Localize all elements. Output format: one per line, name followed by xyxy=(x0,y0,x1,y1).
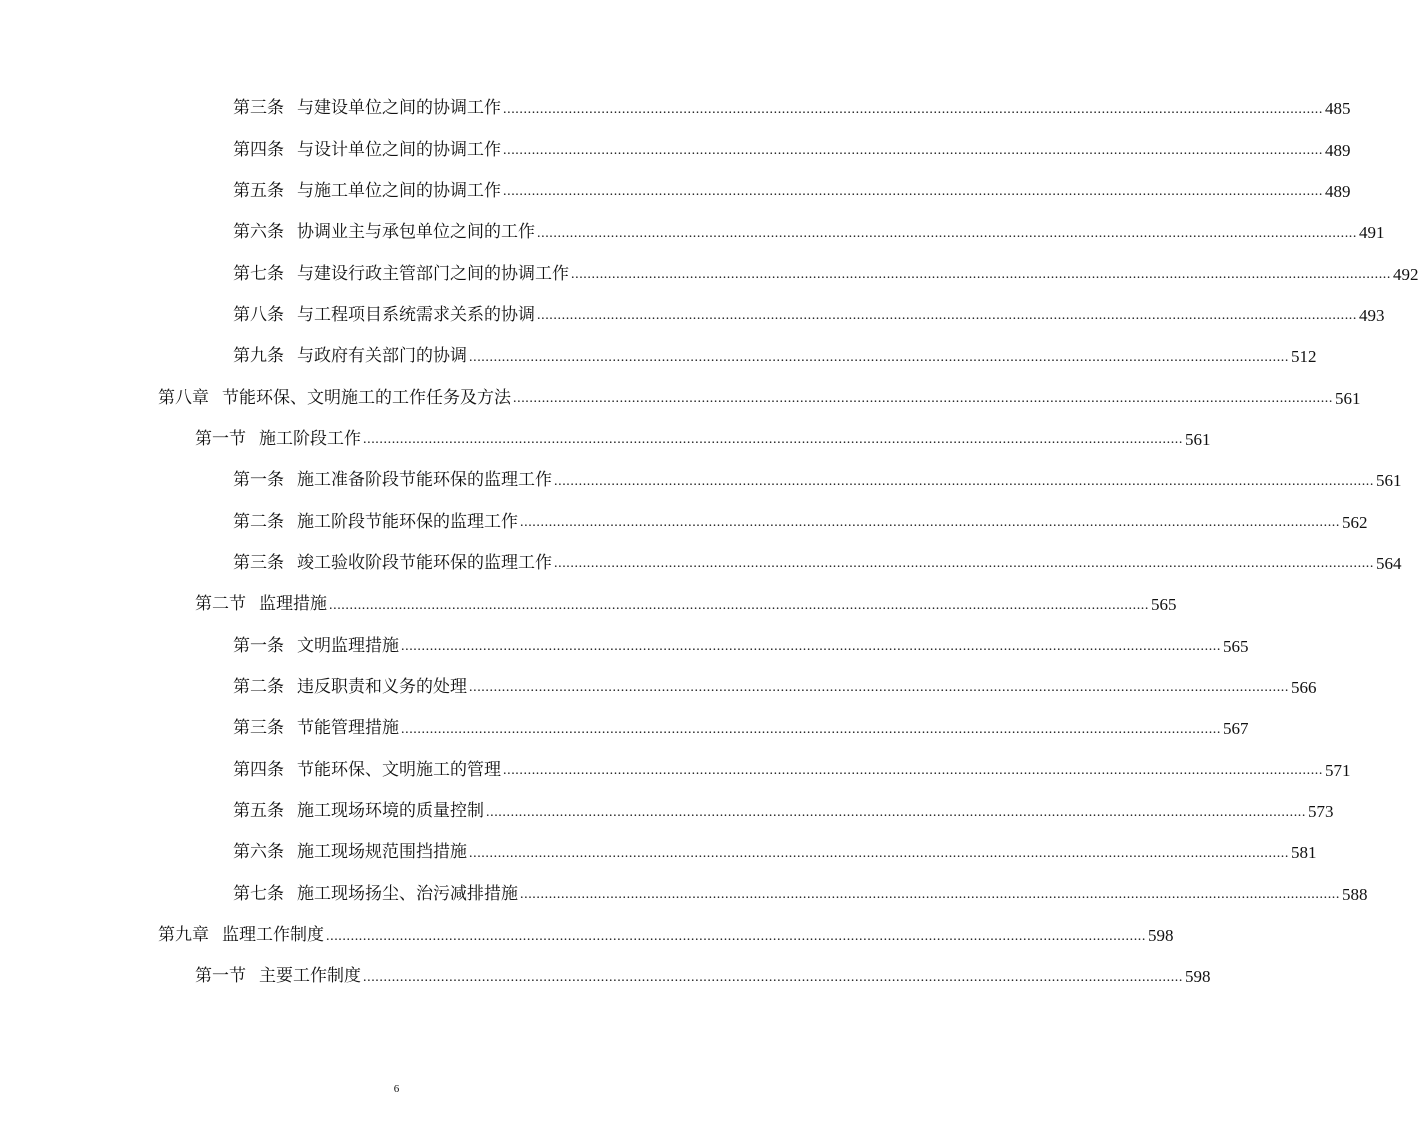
toc-entry-number: 第七条 xyxy=(233,883,284,904)
toc-entry-number: 第三条 xyxy=(233,552,284,573)
toc-article-entry[interactable] xyxy=(0,874,1368,915)
toc-entry-page: 562 xyxy=(1342,512,1368,532)
toc-entry-page: 566 xyxy=(1291,677,1317,697)
toc-chapter-entry[interactable] xyxy=(0,377,1361,418)
toc-entry-title: 施工现场扬尘、治污减排措施 xyxy=(297,883,518,904)
toc-entry-title: 施工阶段工作 xyxy=(259,428,361,449)
toc-entry-number: 第七条 xyxy=(233,263,284,284)
toc-entry-page: 489 xyxy=(1325,140,1351,160)
toc-dot-leader: ........................................................................................................................................................................................................ xyxy=(513,391,1333,407)
toc-entry-page: 564 xyxy=(1376,553,1402,573)
toc-entry-number: 第二条 xyxy=(233,511,284,532)
toc-entry-title: 施工现场规范围挡措施 xyxy=(297,842,467,863)
toc-entry-number: 第六条 xyxy=(233,222,284,243)
toc-entry-page: 561 xyxy=(1335,388,1361,408)
toc-entry-page: 573 xyxy=(1308,802,1334,822)
toc-section-entry[interactable] xyxy=(0,419,1211,460)
toc-entry-title: 与工程项目系统需求关系的协调 xyxy=(297,304,535,325)
toc-entry-title: 施工准备阶段节能环保的监理工作 xyxy=(297,470,552,491)
toc-dot-leader: ........................................................................................................................................................................................................ xyxy=(326,928,1146,944)
toc-entry-page: 489 xyxy=(1325,181,1351,201)
toc-section-entry[interactable] xyxy=(0,584,1177,625)
toc-entry-number: 第一条 xyxy=(233,470,284,491)
toc-entry-title: 与政府有关部门的协调 xyxy=(297,346,467,367)
toc-article-entry[interactable] xyxy=(0,791,1334,832)
toc-entry-title: 施工阶段节能环保的监理工作 xyxy=(297,511,518,532)
table-of-contents xyxy=(0,88,1419,998)
toc-entry-page: 565 xyxy=(1151,595,1177,615)
toc-article-entry[interactable] xyxy=(0,501,1368,542)
toc-entry-page: 493 xyxy=(1359,305,1385,325)
toc-dot-leader: ........................................................................................................................................................................................................ xyxy=(469,845,1289,861)
toc-dot-leader: ........................................................................................................................................................................................................ xyxy=(537,308,1357,324)
toc-entry-number: 第四条 xyxy=(233,139,284,160)
toc-entry-number: 第九章 xyxy=(158,925,209,946)
toc-dot-leader: ........................................................................................................................................................................................................ xyxy=(571,267,1391,283)
toc-dot-leader: ........................................................................................................................................................................................................ xyxy=(520,515,1340,531)
toc-entry-title: 监理措施 xyxy=(259,594,327,615)
toc-entry-page: 565 xyxy=(1223,636,1249,656)
toc-article-entry[interactable] xyxy=(0,129,1351,170)
toc-entry-page: 561 xyxy=(1185,429,1211,449)
toc-entry-number: 第三条 xyxy=(233,718,284,739)
toc-entry-title: 竣工验收阶段节能环保的监理工作 xyxy=(297,552,552,573)
toc-dot-leader: ........................................................................................................................................................................................................ xyxy=(503,184,1323,200)
toc-entry-number: 第一节 xyxy=(195,966,246,987)
toc-entry-number: 第二节 xyxy=(195,594,246,615)
toc-dot-leader: ........................................................................................................................................................................................................ xyxy=(329,597,1149,613)
toc-entry-page: 561 xyxy=(1376,471,1402,491)
toc-entry-title: 与建设单位之间的协调工作 xyxy=(297,98,501,119)
toc-article-entry[interactable] xyxy=(0,543,1402,584)
toc-dot-leader: ........................................................................................................................................................................................................ xyxy=(503,143,1323,159)
toc-entry-number: 第八章 xyxy=(158,387,209,408)
toc-entry-page: 571 xyxy=(1325,760,1351,780)
toc-entry-page: 485 xyxy=(1325,99,1351,119)
toc-entry-title: 节能管理措施 xyxy=(297,718,399,739)
toc-entry-title: 节能环保、文明施工的工作任务及方法 xyxy=(222,387,511,408)
toc-entry-number: 第三条 xyxy=(233,98,284,119)
toc-article-entry[interactable] xyxy=(0,832,1317,873)
toc-article-entry[interactable] xyxy=(0,171,1351,212)
toc-entry-number: 第五条 xyxy=(233,180,284,201)
toc-entry-title: 监理工作制度 xyxy=(222,925,324,946)
toc-entry-title: 协调业主与承包单位之间的工作 xyxy=(297,222,535,243)
toc-entry-number: 第八条 xyxy=(233,304,284,325)
toc-entry-number: 第九条 xyxy=(233,346,284,367)
toc-dot-leader: ........................................................................................................................................................................................................ xyxy=(554,556,1374,572)
toc-dot-leader: ........................................................................................................................................................................................................ xyxy=(554,473,1374,489)
toc-entry-page: 598 xyxy=(1148,926,1174,946)
toc-dot-leader: ........................................................................................................................................................................................................ xyxy=(401,639,1221,655)
toc-dot-leader: ........................................................................................................................................................................................................ xyxy=(469,680,1289,696)
toc-article-entry[interactable] xyxy=(0,750,1351,791)
toc-entry-page: 581 xyxy=(1291,843,1317,863)
toc-entry-page: 588 xyxy=(1342,884,1368,904)
toc-dot-leader: ........................................................................................................................................................................................................ xyxy=(520,887,1340,903)
toc-entry-number: 第五条 xyxy=(233,801,284,822)
toc-entry-number: 第二条 xyxy=(233,676,284,697)
toc-dot-leader: ........................................................................................................................................................................................................ xyxy=(503,101,1323,117)
toc-entry-title: 文明监理措施 xyxy=(297,635,399,656)
toc-entry-page: 598 xyxy=(1185,967,1211,987)
toc-dot-leader: ........................................................................................................................................................................................................ xyxy=(401,721,1221,737)
toc-dot-leader: ........................................................................................................................................................................................................ xyxy=(363,969,1183,985)
toc-entry-number: 第六条 xyxy=(233,842,284,863)
page-number: 6 xyxy=(393,1083,400,1095)
toc-entry-title: 节能环保、文明施工的管理 xyxy=(297,759,501,780)
toc-entry-number: 第四条 xyxy=(233,759,284,780)
toc-article-entry[interactable] xyxy=(0,253,1419,294)
toc-entry-title: 与设计单位之间的协调工作 xyxy=(297,139,501,160)
toc-dot-leader: ........................................................................................................................................................................................................ xyxy=(486,804,1306,820)
toc-dot-leader: ........................................................................................................................................................................................................ xyxy=(469,349,1289,365)
toc-dot-leader: ........................................................................................................................................................................................................ xyxy=(537,225,1357,241)
toc-article-entry[interactable] xyxy=(0,708,1249,749)
toc-entry-number: 第一节 xyxy=(195,428,246,449)
toc-article-entry[interactable] xyxy=(0,212,1385,253)
toc-entry-title: 施工现场环境的质量控制 xyxy=(297,801,484,822)
toc-article-entry[interactable] xyxy=(0,295,1385,336)
toc-entry-title: 与建设行政主管部门之间的协调工作 xyxy=(297,263,569,284)
toc-chapter-entry[interactable] xyxy=(0,915,1174,956)
toc-dot-leader: ........................................................................................................................................................................................................ xyxy=(503,763,1323,779)
toc-section-entry[interactable] xyxy=(0,956,1211,997)
toc-entry-page: 567 xyxy=(1223,719,1249,739)
toc-entry-page: 512 xyxy=(1291,347,1317,367)
toc-article-entry[interactable] xyxy=(0,460,1402,501)
toc-entry-number: 第一条 xyxy=(233,635,284,656)
toc-entry-title: 主要工作制度 xyxy=(259,966,361,987)
toc-entry-page: 492 xyxy=(1393,264,1419,284)
toc-article-entry[interactable] xyxy=(0,625,1249,666)
toc-article-entry[interactable] xyxy=(0,336,1317,377)
toc-article-entry[interactable] xyxy=(0,88,1351,129)
toc-dot-leader: ........................................................................................................................................................................................................ xyxy=(363,432,1183,448)
toc-entry-page: 491 xyxy=(1359,223,1385,243)
toc-entry-title: 与施工单位之间的协调工作 xyxy=(297,180,501,201)
toc-entry-title: 违反职责和义务的处理 xyxy=(297,676,467,697)
toc-article-entry[interactable] xyxy=(0,667,1317,708)
